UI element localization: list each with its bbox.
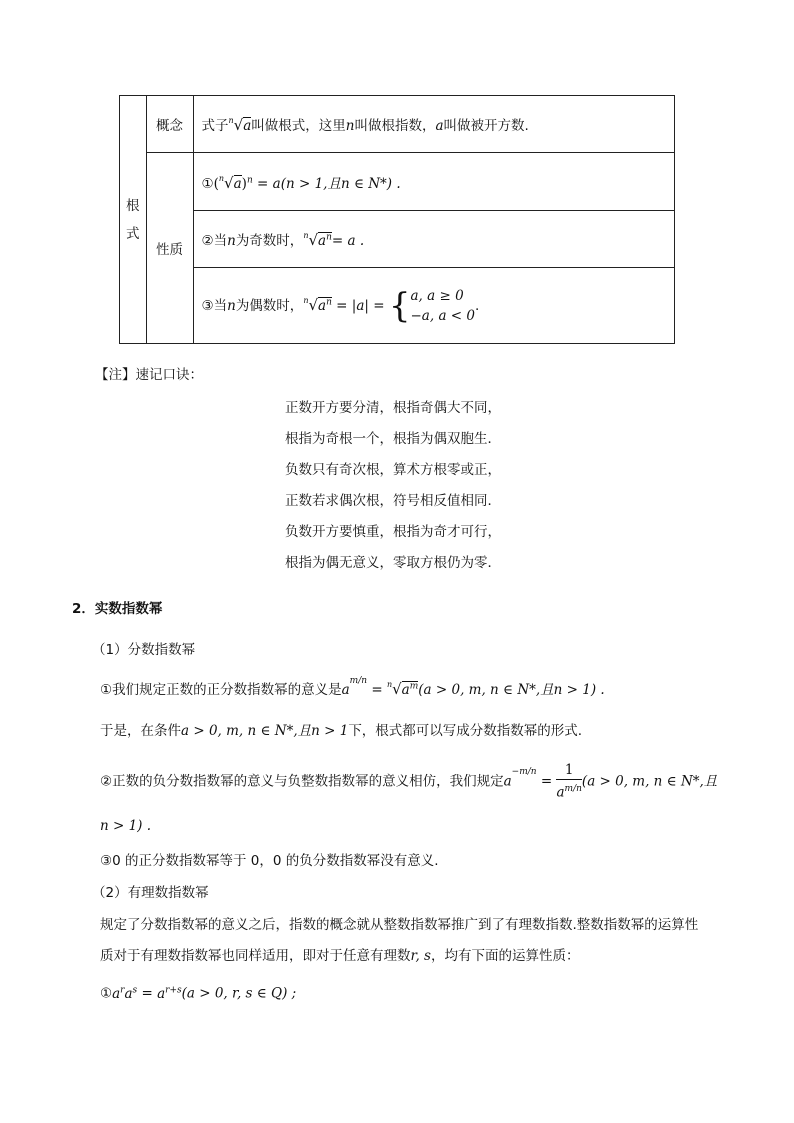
paragraph-2: 于是，在条件a > 0, m, n ∈ N*,且n > 1下，根式都可以写成分数指数幂的形式. [100, 723, 583, 739]
note-title: 【注】速记口诀： [95, 367, 203, 383]
property-1: $①(^n√a)^n = a(n > 1$,且n ∈ N*) . [193, 153, 675, 211]
paragraph-5-line-1: 规定了分数指数幂的意义之后，指数的概念就从整数指数幂推广到了有理数指数.整数指数幂的运算性 [100, 917, 699, 933]
concept-label: 概念 [146, 96, 193, 153]
subsection-1: （1）分数指数幂 [92, 642, 196, 658]
subsection-2: （2）有理数指数幂 [92, 885, 209, 901]
poem-line-3: 负数只有奇次根，算术方根零或正， [285, 462, 501, 478]
paragraph-3-tail: n > 1) . [100, 818, 152, 834]
paragraph-3: ②正数的负分数指数幂的意义与负整数指数幂的意义相仿，我们规定$a^{-m/n}$ = $\frac{1}{a^{m/n}}$ (a > 0, m, n ∈ N*,且 [100, 762, 718, 801]
root-label-cell [120, 96, 147, 344]
poem-line-1: 正数开方要分清，根指奇偶大不同， [285, 400, 501, 416]
poem-line-4: 正数若求偶次根，符号相反值相同． [285, 493, 501, 509]
concept-text: 式子$^n$√a叫做根式，这里n叫做根指数，a叫做被开方数. [193, 96, 675, 153]
poem-line-2: 根指为奇根一个，根指为偶双胞生． [285, 431, 501, 447]
root-label-1: 根 [126, 197, 140, 214]
section-title: 2．实数指数幂 [72, 601, 163, 617]
paragraph-4: ③0 的正分数指数幂等于 0，0 的负分数指数幂没有意义. [100, 853, 439, 869]
poem-line-6: 根指为偶无意义，零取方根仍为零． [285, 555, 501, 571]
property-2: ②当n为奇数时，$^n√a^n= a$ . [193, 211, 675, 268]
property-3: ③当n为偶数时，$^n√a^n = |a| = \{a$, a ≥ 0 −a, a < 0. [193, 268, 675, 344]
root-label-2: 式 [126, 225, 140, 242]
radical-table [119, 95, 675, 344]
paragraph-6: $①a^ra^s = a^{r+s}(a > 0$, r, s ∈ Q) ; [100, 985, 297, 1002]
paragraph-5-line-2: 质对于有理数指数幂也同样适用，即对于任意有理数r, s，均有下面的运算性质： [100, 948, 580, 964]
paragraph-1: ①我们规定正数的正分数指数幂的意义是$a^{m/n} = ^n√a^m(a > 0$, m, n ∈ N*,且n > 1) . [100, 675, 605, 698]
property-label: 性质 [146, 153, 193, 344]
poem-line-5: 负数开方要慎重，根指为奇才可行， [285, 524, 501, 540]
